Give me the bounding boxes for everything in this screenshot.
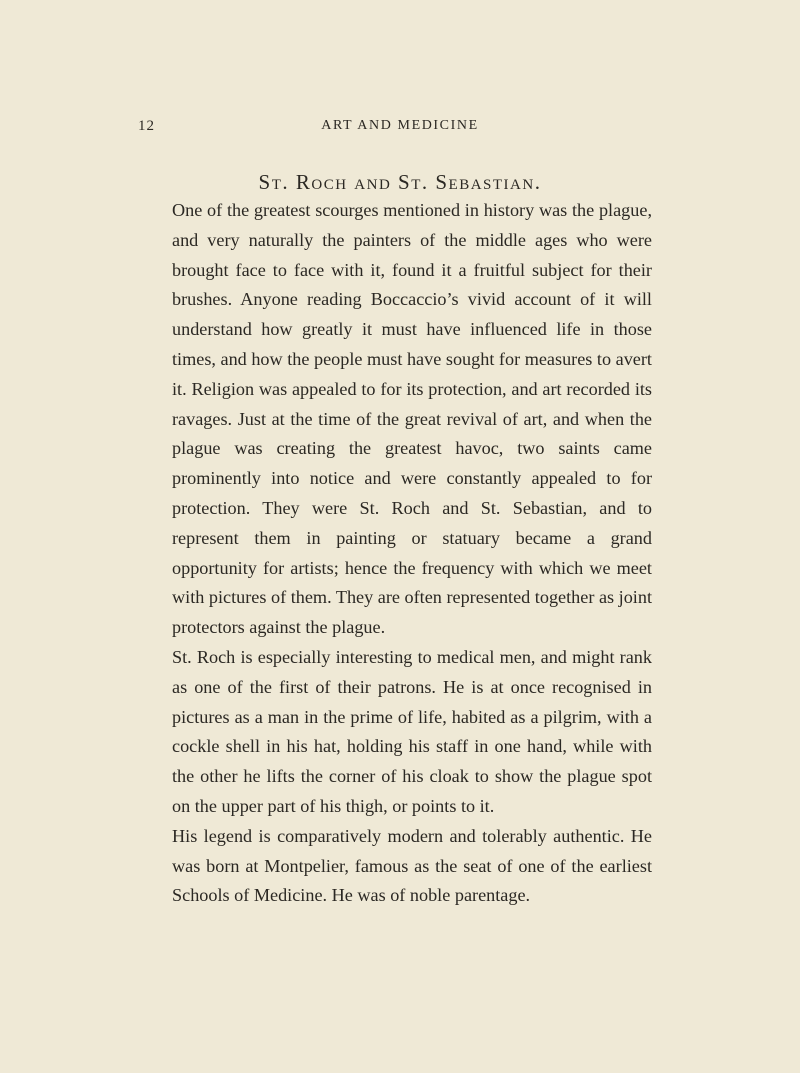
- running-head: [138, 118, 662, 140]
- paragraph-3: His legend is comparatively modern and tolerably authentic. He was born at Montpelier, famous as the seat of one of the earliest Schools of Medicine. He was of noble parentage.: [172, 825, 652, 906]
- paragraph-2: St. Roch is especially interesting to medical men, and might rank as one of the first of their patrons. He is at once recognised in pictures as a man in the prime of life, habited as a pilgrim, with a cockle shell in his hat, holding his staff in one hand, while with the other he lifts the corner of his cloak to show the plague spot on the upper part of his thigh, or points to it.: [172, 646, 652, 816]
- body-text: [172, 196, 652, 911]
- running-title: ART AND MEDICINE: [321, 118, 479, 133]
- paragraph-1: One of the greatest scourges mentioned in history was the plague, and very naturally the painters of the middle ages who were brought face to face with it, found it a fruitful subject for their brushes. Anyone reading Boccaccio’s vivid account of it will understand how greatly it must have influenced life in those times, and how the people must have sought for measures to avert it. Religion was appealed to for its protection, and art recorded its ravages. Just at the time of the great revival of art, and when the plague was creating the greatest havoc, two saints came prominently into notice and were constantly appealed to for protection. They were St. Roch and St. Sebastian, and to represent them in painting or statuary became a grand opportunity for artists; hence the frequency with which we meet with pictures of them. They are often represented together as joint protectors against the plague.: [172, 200, 652, 638]
- page-number: 12: [138, 118, 155, 134]
- section-title: St. Roch and St. Sebastian.: [258, 170, 542, 194]
